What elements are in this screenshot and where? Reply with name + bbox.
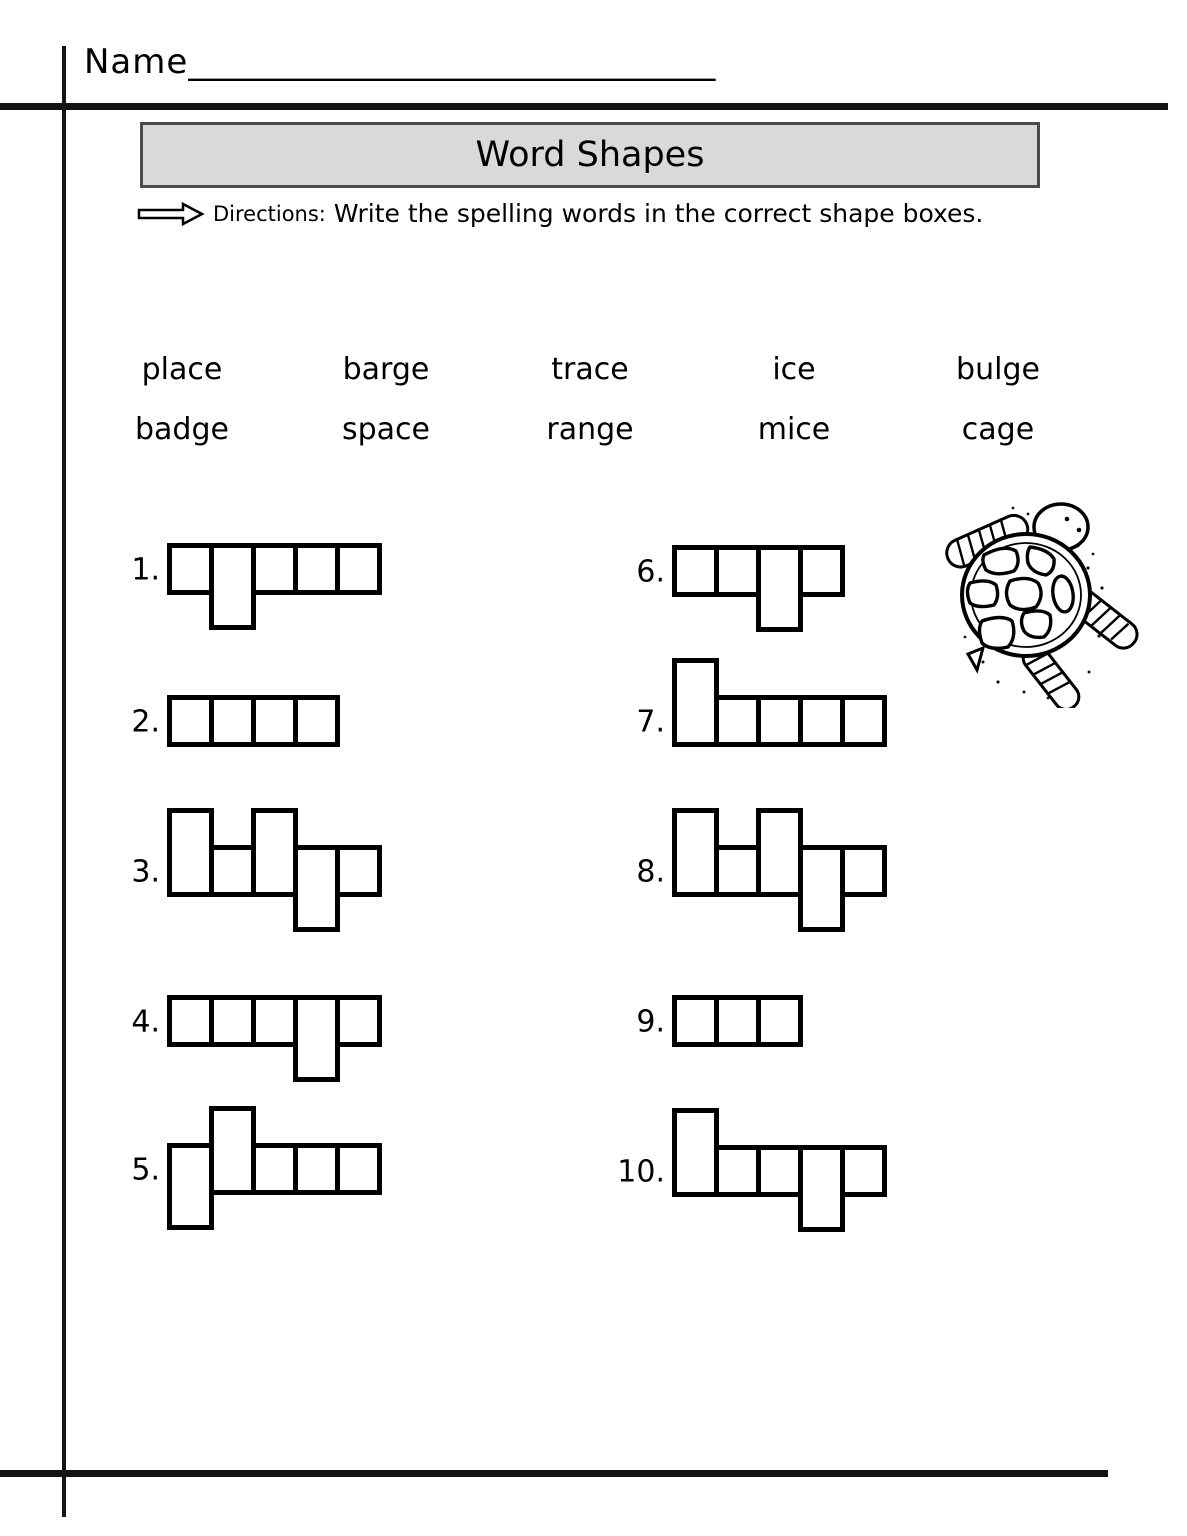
shape-number: 8.: [636, 854, 665, 890]
word-shape-cell-short[interactable]: [672, 545, 719, 597]
word-bank-word: barge: [342, 352, 430, 387]
word-shape-cell-short[interactable]: [714, 1145, 761, 1197]
word-shape-row: [672, 545, 845, 632]
word-shape-row: [167, 543, 382, 630]
word-shape-cell-short[interactable]: [335, 543, 382, 595]
word-bank-word: ice: [772, 352, 816, 387]
word-shape-row: [672, 845, 887, 932]
word-shape-cell-short[interactable]: [251, 543, 298, 595]
name-blank-line[interactable]: _______________________________: [188, 42, 716, 82]
word-shape-cell-descender[interactable]: [293, 845, 340, 932]
sea-turtle-illustration: [938, 496, 1144, 708]
word-shape-cell-tall[interactable]: [672, 658, 719, 747]
name-label: Name: [84, 42, 189, 82]
word-shape-cell-descender[interactable]: [293, 995, 340, 1082]
word-shape-cell-short[interactable]: [209, 995, 256, 1047]
word-shape-cell-short[interactable]: [293, 695, 340, 747]
shape-number: 7.: [636, 704, 665, 740]
word-shape-cell-short[interactable]: [167, 995, 214, 1047]
shape-number: 1.: [131, 552, 160, 588]
word-shape-cell-tall[interactable]: [672, 1108, 719, 1197]
word-shape-row: [167, 695, 340, 747]
word-shape-cell-short[interactable]: [840, 845, 887, 897]
word-bank: [80, 348, 1100, 452]
word-shape-cell-short[interactable]: [672, 995, 719, 1047]
word-shape-row: [672, 695, 887, 747]
shape-number: 10.: [617, 1154, 665, 1190]
word-shape-cell-short[interactable]: [251, 1143, 298, 1195]
word-shape-cell-short[interactable]: [798, 695, 845, 747]
word-shape-cell-short[interactable]: [798, 545, 845, 597]
word-shape-cell-short[interactable]: [714, 695, 761, 747]
shape-number: 6.: [636, 554, 665, 590]
word-shape-cell-short[interactable]: [335, 1143, 382, 1195]
name-row: [84, 42, 715, 82]
word-bank-word: space: [341, 412, 430, 447]
bottom-rule: [0, 1470, 1108, 1477]
word-shape-cell-short[interactable]: [714, 545, 761, 597]
shape-number: 5.: [131, 1152, 160, 1188]
word-shape-cell-descender[interactable]: [798, 1145, 845, 1232]
shape-number: 2.: [131, 704, 160, 740]
shape-number: 4.: [131, 1004, 160, 1040]
word-shape-cell-short[interactable]: [293, 543, 340, 595]
word-bank-word: bulge: [956, 352, 1040, 387]
directions-row: [136, 199, 983, 228]
word-shape-row: [167, 1143, 382, 1230]
word-shape-cell-descender[interactable]: [756, 545, 803, 632]
page-title: Word Shapes: [475, 135, 705, 175]
word-shape-cell-short[interactable]: [335, 995, 382, 1047]
word-shape-cell-descender[interactable]: [209, 543, 256, 630]
left-margin-rule: [62, 46, 66, 1517]
word-shape-cell-tall[interactable]: [167, 808, 214, 897]
word-shape-cell-descender[interactable]: [167, 1143, 214, 1230]
word-bank-word: trace: [551, 352, 629, 387]
word-shape-cell-short[interactable]: [714, 845, 761, 897]
word-shape-row: [167, 845, 382, 932]
word-bank-word: mice: [757, 412, 831, 447]
word-shape-cell-short[interactable]: [293, 1143, 340, 1195]
word-bank-word: range: [546, 412, 634, 447]
word-shape-cell-short[interactable]: [756, 695, 803, 747]
right-arrow-icon: [136, 201, 206, 227]
directions-label: Directions:: [213, 201, 326, 226]
word-shape-cell-descender[interactable]: [798, 845, 845, 932]
shape-number: 3.: [131, 854, 160, 890]
word-shape-row: [672, 995, 803, 1047]
word-bank-word: badge: [135, 412, 229, 447]
word-shape-cell-short[interactable]: [209, 695, 256, 747]
word-bank-word: cage: [961, 412, 1035, 447]
word-shape-cell-short[interactable]: [714, 995, 761, 1047]
word-shape-cell-short[interactable]: [251, 695, 298, 747]
word-shape-cell-tall[interactable]: [756, 808, 803, 897]
word-shape-row: [167, 995, 382, 1082]
word-shape-cell-short[interactable]: [756, 995, 803, 1047]
top-rule: [0, 103, 1168, 110]
word-shape-cell-tall[interactable]: [672, 808, 719, 897]
turtle-shell: [962, 534, 1090, 656]
word-shape-cell-short[interactable]: [840, 695, 887, 747]
word-shape-cell-short[interactable]: [209, 845, 256, 897]
word-shape-cell-short[interactable]: [756, 1145, 803, 1197]
word-shape-cell-short[interactable]: [335, 845, 382, 897]
word-shape-cell-short[interactable]: [167, 695, 214, 747]
directions-text: Write the spelling words in the correct shape boxes.: [333, 199, 984, 228]
word-shape-row: [672, 1145, 887, 1232]
word-bank-word: place: [141, 352, 223, 387]
word-shape-cell-short[interactable]: [840, 1145, 887, 1197]
word-shape-cell-short[interactable]: [251, 995, 298, 1047]
title-box: [140, 122, 1040, 188]
word-shape-cell-tall[interactable]: [251, 808, 298, 897]
word-shape-cell-short[interactable]: [167, 543, 214, 595]
shape-number: 9.: [636, 1004, 665, 1040]
word-shape-cell-tall[interactable]: [209, 1106, 256, 1195]
turtle-tail: [968, 648, 983, 670]
